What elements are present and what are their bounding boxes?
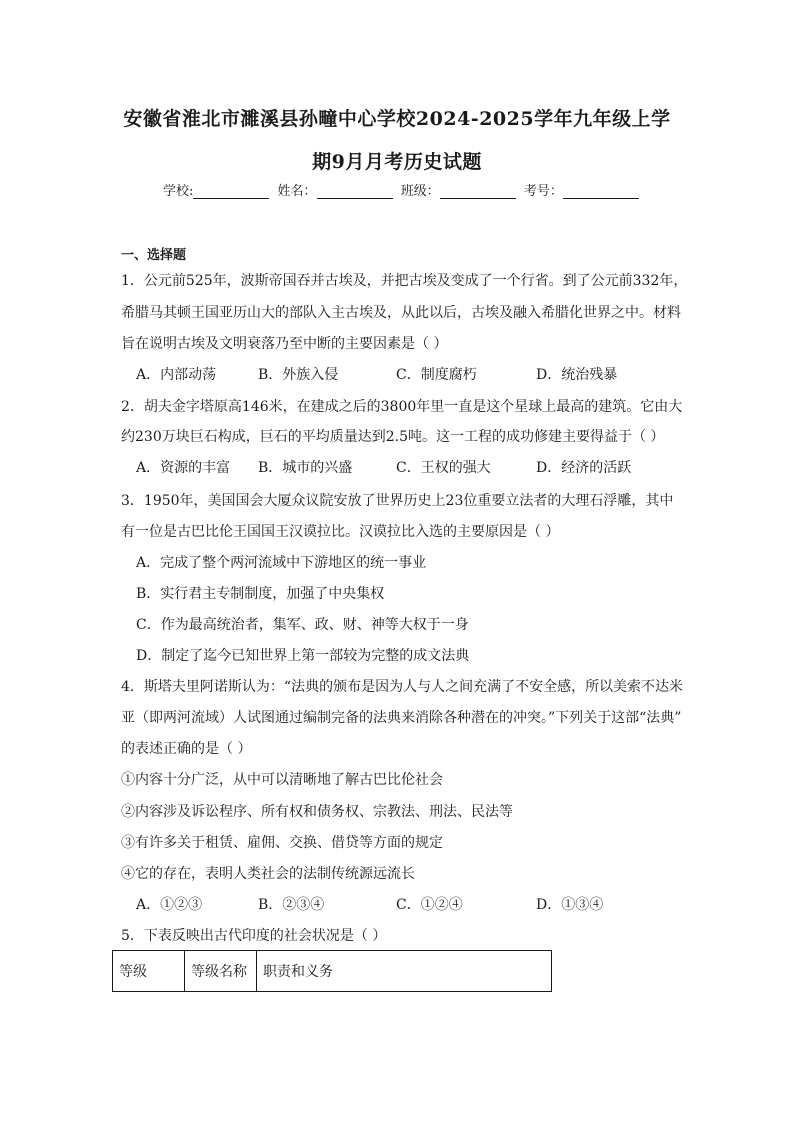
q4-statement-4: ④它的存在，表明人类社会的法制传统源远流长	[121, 866, 415, 882]
q1-option-d[interactable]: D．统治残暴	[536, 367, 618, 383]
table-header-grade: 等级	[113, 951, 185, 992]
q2-line-2: 约230万块巨石构成，巨石的平均质量达到2.5吨。这一工程的成功修建主要得益于（ ）	[121, 429, 665, 445]
table-header-grade-name: 等级名称	[185, 951, 257, 992]
q1-option-b[interactable]: B．外族入侵	[258, 367, 339, 383]
name-blank	[317, 186, 393, 199]
caste-table	[112, 950, 552, 992]
school-label: 学校:	[163, 184, 194, 199]
section-heading: 一、选择题	[121, 248, 187, 263]
class-blank	[440, 186, 516, 199]
exam-title-line-2: 期9月月考历史试题	[312, 151, 482, 173]
q4-statement-1: ①内容十分广泛，从中可以清晰地了解古巴比伦社会	[121, 772, 443, 788]
q4-option-b[interactable]: B．②③④	[258, 897, 325, 913]
q2-option-a[interactable]: A．资源的丰富	[136, 460, 231, 476]
q1-line-1: 1．公元前525年，波斯帝国吞并古埃及，并把古埃及变成了一个行省。到了公元前332年，	[121, 273, 688, 289]
name-label: 姓名：	[277, 184, 317, 199]
q4-statement-3: ③有许多关于租赁、雇佣、交换、借贷等方面的规定	[121, 835, 443, 851]
q3-line-2: 有一位是古巴比伦王国国王汉谟拉比。汉谟拉比入选的主要原因是（ ）	[121, 524, 560, 540]
q3-line-1: 3．1950年，美国国会大厦众议院安放了世界历史上23位重要立法者的大理石浮雕，其中	[121, 493, 674, 509]
exam-title-line-1: 安徽省淮北市濉溪县孙疃中心学校2024-2025学年九年级上学	[123, 108, 671, 130]
q4-option-c[interactable]: C．①②④	[396, 897, 463, 913]
q4-statement-2: ②内容涉及诉讼程序、所有权和债务权、宗教法、刑法、民法等	[121, 804, 513, 820]
table-header-row	[113, 951, 552, 992]
q2-option-b[interactable]: B．城市的兴盛	[258, 460, 353, 476]
exam-no-label: 考号：	[523, 184, 563, 199]
q3-option-b[interactable]: B．实行君主专制制度，加强了中央集权	[136, 586, 385, 602]
q1-line-2: 希腊马其顿王国亚历山大的部队入主古埃及，从此以后，古埃及融入希腊化世界之中。材料	[121, 305, 681, 321]
q2-option-d[interactable]: D．经济的活跃	[536, 460, 632, 476]
q4-option-d[interactable]: D．①③④	[536, 897, 604, 913]
q1-option-c[interactable]: C．制度腐朽	[396, 367, 477, 383]
student-info-row	[163, 180, 643, 199]
table-header-duties: 职责和义务	[257, 951, 552, 992]
q4-option-a[interactable]: A．①②③	[136, 897, 203, 913]
q4-line-2: 亚（即两河流域）人试图通过编制完备的法典来消除各种潜在的冲突。”下列关于这部“法典”	[121, 710, 682, 726]
class-label: 班级：	[400, 184, 440, 199]
q3-option-a[interactable]: A．完成了整个两河流域中下游地区的统一事业	[136, 555, 427, 571]
q1-line-3: 旨在说明古埃及文明衰落乃至中断的主要因素是（ ）	[121, 336, 448, 352]
q3-option-d[interactable]: D．制定了迄今已知世界上第一部较为完整的成文法典	[136, 648, 470, 664]
q4-line-3: 的表述正确的是（ ）	[121, 741, 252, 757]
q5-line-1: 5．下表反映出古代印度的社会状况是（ ）	[121, 928, 387, 944]
q2-option-c[interactable]: C．王权的强大	[396, 460, 491, 476]
q2-line-1: 2．胡夫金字塔原高146米，在建成之后的3800年里一直是这个星球上最高的建筑。它由大	[121, 399, 683, 415]
q4-line-1: 4．斯塔夫里阿诺斯认为：“法典的颁布是因为人与人之间充满了不安全感，所以美索不达米	[121, 679, 684, 695]
q3-option-c[interactable]: C．作为最高统治者，集军、政、财、神等大权于一身	[136, 617, 469, 633]
exam-no-blank	[563, 186, 639, 199]
q1-option-a[interactable]: A．内部动荡	[136, 367, 217, 383]
school-blank	[193, 186, 269, 199]
